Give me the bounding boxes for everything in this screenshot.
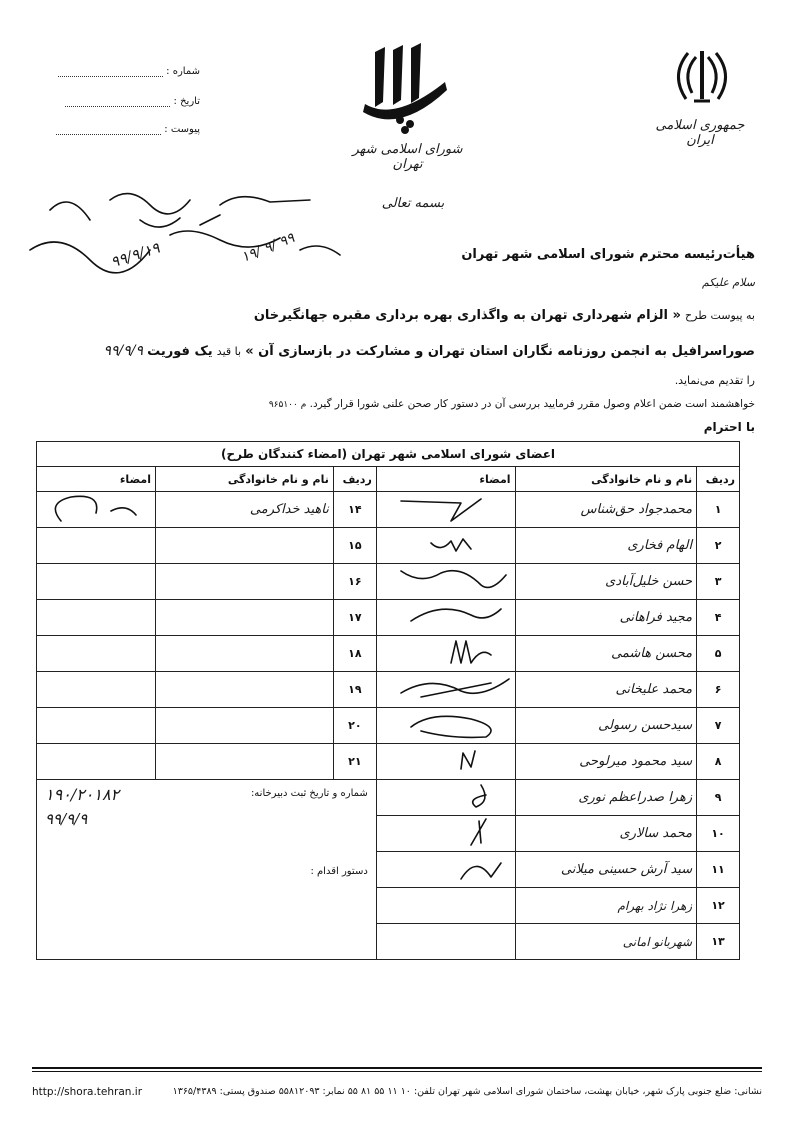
row-number: ۱۰ <box>697 816 740 852</box>
signature-cell <box>376 672 515 708</box>
number-label: شماره : <box>166 66 200 77</box>
row-number: ۱۶ <box>333 564 376 600</box>
signature-cell <box>37 600 156 636</box>
council-name: شورای اسلامی شهر تهران <box>352 142 463 172</box>
member-name <box>156 636 334 672</box>
signature-icon <box>391 853 511 883</box>
signature-cell <box>376 564 515 600</box>
attachment-label: پیوست : <box>164 124 200 135</box>
member-name <box>156 744 334 780</box>
row-number: ۱۲ <box>697 888 740 924</box>
row-number: ۹ <box>697 780 740 816</box>
signature-cell <box>37 636 156 672</box>
signature-icon <box>391 709 511 739</box>
row-number: ۶ <box>697 672 740 708</box>
signature-cell <box>37 564 156 600</box>
registry-number: ۱۹۰/۲۰۱۸۲ <box>45 785 120 804</box>
table-row <box>37 780 740 816</box>
row-number: ۲ <box>697 528 740 564</box>
letter-line-1-title: « الزام شهرداری تهران به واگذاری بهره برداری مقبره جهانگیرخان <box>253 308 681 323</box>
order-label: دستور اقدام : <box>310 866 368 877</box>
member-name: شهربانو امانی <box>515 924 697 960</box>
signature-cell <box>376 888 515 924</box>
signature-cell <box>376 744 515 780</box>
table-row <box>37 636 740 672</box>
member-name: زهرا صدراعظم نوری <box>515 780 697 816</box>
signature-icon <box>391 529 511 559</box>
row-number: ۱۴ <box>333 492 376 528</box>
row-number: ۸ <box>697 744 740 780</box>
invocation: بسمه تعالی <box>381 196 445 211</box>
row-number: ۱۱ <box>697 852 740 888</box>
member-name <box>156 672 334 708</box>
addressee: هیأت‌رئیسه محترم شورای اسلامی شهر تهران <box>461 247 755 262</box>
signature-icon <box>391 745 511 775</box>
letter-line-1-prefix: به پیوست طرح <box>685 309 755 322</box>
signature-cell <box>376 636 515 672</box>
letter-line-4 <box>35 398 755 410</box>
republic-emblem-icon <box>672 45 732 107</box>
margin-date-middle: ۱۹/ ۹/ ۹۹ <box>239 230 297 266</box>
date-field <box>40 96 200 107</box>
signature-icon <box>391 493 511 523</box>
letter-line-2 <box>35 343 755 359</box>
header-name-right: نام و نام خانوادگی <box>515 467 697 492</box>
signature-cell <box>376 708 515 744</box>
signature-cell <box>376 528 515 564</box>
letter-line-2-title: صوراسرافیل به انجمن روزنامه نگاران استان تهران و مشارکت در بازسازی آن » <box>245 344 755 359</box>
registry-box <box>37 780 377 960</box>
footer-rule <box>32 1067 762 1069</box>
signature-icon <box>391 673 511 703</box>
signature-cell <box>376 816 515 852</box>
member-name: محمدجواد حق‌شناس <box>515 492 697 528</box>
row-number: ۱۵ <box>333 528 376 564</box>
signature-cell <box>37 672 156 708</box>
signature-icon <box>41 493 151 523</box>
signature-cell <box>376 852 515 888</box>
table-row <box>37 708 740 744</box>
council-logo <box>352 42 463 172</box>
member-name <box>156 708 334 744</box>
row-number: ۱۷ <box>333 600 376 636</box>
signature-icon <box>391 601 511 631</box>
ref-code: م ۹۶۵۱۰۰ <box>268 400 307 410</box>
member-name: ناهید خداکرمی <box>156 492 334 528</box>
registry-date: ۹۹/۹/۹ <box>45 810 88 828</box>
table-row <box>37 600 740 636</box>
row-number: ۳ <box>697 564 740 600</box>
table-row <box>37 564 740 600</box>
letter-request: خواهشمند است ضمن اعلام وصول مقرر فرمایید بررسی آن در دستور کار صحن علنی شورا قرار گیرد. <box>309 398 755 410</box>
signature-icon <box>391 565 511 595</box>
table-row <box>37 672 740 708</box>
attachment-field <box>40 124 200 135</box>
footer <box>32 1086 762 1098</box>
member-name <box>156 528 334 564</box>
closing: با احترام <box>703 420 755 434</box>
member-name: مجید فراهانی <box>515 600 697 636</box>
republic-name: جمهوری اسلامی ایران <box>655 118 745 148</box>
signature-cell <box>37 492 156 528</box>
republic-emblem <box>672 45 732 107</box>
number-field <box>40 66 200 77</box>
signature-cell <box>37 708 156 744</box>
signature-icon <box>391 781 511 811</box>
signature-cell <box>37 528 156 564</box>
signature-cell <box>37 744 156 780</box>
row-number: ۱۳ <box>697 924 740 960</box>
row-number: ۷ <box>697 708 740 744</box>
table-row <box>37 744 740 780</box>
row-number: ۱۹ <box>333 672 376 708</box>
row-number: ۲۱ <box>333 744 376 780</box>
table-title: اعضای شورای اسلامی شهر تهران (امضاء کنندگان طرح) <box>37 442 740 467</box>
letter-line-2-prefix: با قید <box>216 345 242 358</box>
header-row-right: ردیف <box>697 467 740 492</box>
table-row <box>37 528 740 564</box>
member-name: حسن خلیل‌آبادی <box>515 564 697 600</box>
member-name: محمد سالاری <box>515 816 697 852</box>
row-number: ۱۸ <box>333 636 376 672</box>
date-dots <box>65 97 170 107</box>
signature-cell <box>376 780 515 816</box>
table-row <box>37 492 740 528</box>
row-number: ۵ <box>697 636 740 672</box>
member-name: الهام فخاری <box>515 528 697 564</box>
number-dots <box>58 67 163 77</box>
header-sign-left: امضاء <box>37 467 156 492</box>
handwritten-fori-date: ۹۹/۹/۹ <box>103 343 143 359</box>
website-link[interactable]: http://shora.tehran.ir <box>32 1086 143 1098</box>
member-name <box>156 564 334 600</box>
registry-label: شماره و تاریخ ثبت دبیرخانه: <box>250 788 368 799</box>
signature-icon <box>391 817 511 847</box>
signature-cell <box>376 600 515 636</box>
signature-icon <box>391 637 511 667</box>
date-label: تاریخ : <box>173 96 200 107</box>
row-number: ۴ <box>697 600 740 636</box>
member-name <box>156 600 334 636</box>
row-number: ۲۰ <box>333 708 376 744</box>
urgency-label: یک فوریت <box>147 344 213 359</box>
row-number: ۱ <box>697 492 740 528</box>
attachment-dots <box>56 125 161 135</box>
signature-cell <box>376 492 515 528</box>
member-name: سیدحسن رسولی <box>515 708 697 744</box>
member-name: زهرا نژاد بهرام <box>515 888 697 924</box>
margin-date-left: ۹۹/۹/۱۹ <box>108 238 162 272</box>
salutation: سلام علیکم <box>701 276 755 289</box>
member-name: سید محمود میرلوحی <box>515 744 697 780</box>
member-name: محسن هاشمی <box>515 636 697 672</box>
council-logo-icon <box>355 42 455 137</box>
footer-rule-thin <box>32 1071 762 1072</box>
letter-line-1 <box>35 308 755 323</box>
signature-table <box>36 441 740 960</box>
header-row-left: ردیف <box>333 467 376 492</box>
header-sign-right: امضاء <box>376 467 515 492</box>
member-name: محمد علیخانی <box>515 672 697 708</box>
member-name: سید آرش حسینی میلانی <box>515 852 697 888</box>
header-name-left: نام و نام خانوادگی <box>156 467 334 492</box>
letter-line-3: را تقدیم می‌نماید. <box>674 374 755 387</box>
footer-address: نشانی: ضلع جنوبی پارک شهر، خیابان بهشت، ساختمان شورای اسلامی شهر تهران تلفن: ۱۰ ۱۱ ۵۵ ۸۱ ۵۵ نمابر: ۵۵۸۱۲۰۹۳ صندوق پستی: ۱۳۶۵/۴۳۸۹ <box>172 1086 762 1097</box>
signature-cell <box>376 924 515 960</box>
